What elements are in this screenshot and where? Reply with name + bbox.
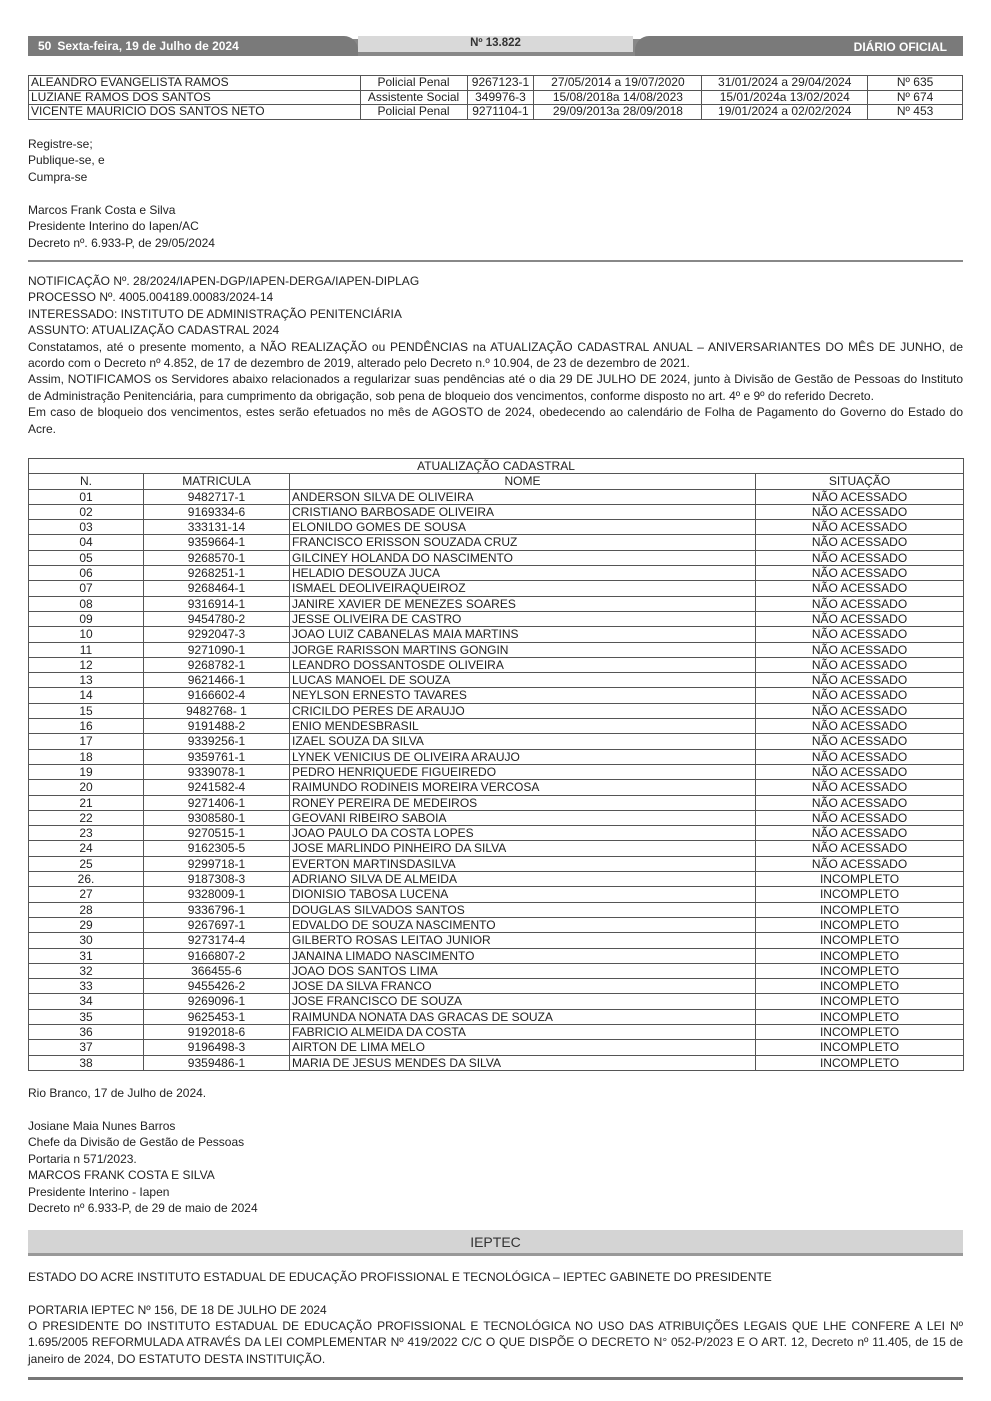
table-row xyxy=(29,856,964,871)
cell-n: 32 xyxy=(29,963,144,978)
cell-situacao: NÃO ACESSADO xyxy=(756,489,964,504)
cell-n: 07 xyxy=(29,581,144,596)
cell-n: 17 xyxy=(29,734,144,749)
cell-matricula: 9328009-1 xyxy=(144,887,290,902)
cell-matricula: 9187308-3 xyxy=(144,872,290,887)
cell-situacao: INCOMPLETO xyxy=(756,887,964,902)
signer-block-2 xyxy=(28,1118,258,1216)
cell-nome: LEANDRO DOSSANTOSDE OLIVEIRA xyxy=(290,657,756,672)
cell-n: 05 xyxy=(29,550,144,565)
col-header-situacao: SITUAÇÃO xyxy=(756,474,964,489)
cell-nome: FABRICIO ALMEIDA DA COSTA xyxy=(290,1024,756,1039)
notif-paragraph: Constatamos, até o presente momento, a NÃO REALIZAÇÃO ou PENDÊNCIAS na ATUALIZAÇÃO CADASTRAL ANUAL – ANIVERSARIANTES DO MÊS DE JUNHO, de acordo com o Decreto nº 4.852, de 17 de dezembro de 2019, alterado pelo Decreto n.º 10.904, de 23 de dezembro de 2021. xyxy=(28,339,963,371)
cell-nome: RAIMUNDO RODINEIS MOREIRA VERCOSA xyxy=(290,780,756,795)
cell-situacao: INCOMPLETO xyxy=(756,1040,964,1055)
table-caption: ATUALIZAÇÃO CADASTRAL xyxy=(29,459,964,474)
cell-matricula: 9621466-1 xyxy=(144,673,290,688)
cell-matricula: 9292047-3 xyxy=(144,627,290,642)
cell-situacao: NÃO ACESSADO xyxy=(756,841,964,856)
cell-name: VICENTE MAURICIO DOS SANTOS NETO xyxy=(29,105,361,120)
cell-nome: JESSE OLIVEIRA DE CASTRO xyxy=(290,611,756,626)
table-row xyxy=(29,1024,964,1039)
cell-situacao: NÃO ACESSADO xyxy=(756,520,964,535)
cell-nome: JOAO LUIZ CABANELAS MAIA MARTINS xyxy=(290,627,756,642)
cell-period2: 15/01/2024a 13/02/2024 xyxy=(702,90,868,105)
cell-matricula: 9625453-1 xyxy=(144,1009,290,1024)
cell-n: 18 xyxy=(29,749,144,764)
signer-role: Presidente Interino - Iapen xyxy=(28,1184,170,1199)
table-row xyxy=(29,887,964,902)
cell-situacao: INCOMPLETO xyxy=(756,1024,964,1039)
cell-matricula: 9268570-1 xyxy=(144,550,290,565)
table-row xyxy=(29,810,964,825)
cell-matricula: 9268782-1 xyxy=(144,657,290,672)
cell-matricula: 9482768- 1 xyxy=(144,703,290,718)
cell-n: 11 xyxy=(29,642,144,657)
cell-matricula: 9192018-6 xyxy=(144,1024,290,1039)
cell-nome: LYNEK VENICIUS DE OLIVEIRA ARAUJO xyxy=(290,749,756,764)
table-row xyxy=(29,550,964,565)
cell-nome: PEDRO HENRIQUEDE FIGUEIREDO xyxy=(290,764,756,779)
closing-line: Publique-se, e xyxy=(28,153,105,168)
cell-n: 20 xyxy=(29,780,144,795)
cell-n: 29 xyxy=(29,917,144,932)
table-row xyxy=(29,657,964,672)
cell-matricula: 9454780-2 xyxy=(144,611,290,626)
table-row xyxy=(29,826,964,841)
cell-n: 35 xyxy=(29,1009,144,1024)
cell-period1: 15/08/2018a 14/08/2023 xyxy=(534,90,702,105)
cell-nome: FRANCISCO ERISSON SOUZADA CRUZ xyxy=(290,535,756,550)
cell-situacao: NÃO ACESSADO xyxy=(756,504,964,519)
cell-nome: JOAO DOS SANTOS LIMA xyxy=(290,963,756,978)
cell-nome: CRISTIANO BARBOSADE OLIVEIRA xyxy=(290,504,756,519)
cell-matricula: 9359486-1 xyxy=(144,1055,290,1070)
table-row xyxy=(29,963,964,978)
cell-matricula: 366455-6 xyxy=(144,963,290,978)
notif-paragraph: Em caso de bloqueio dos vencimentos, estes serão efetuados no mês de AGOSTO de 2024, obedecendo ao calendário de Folha de Pagamento do Governo do Estado do Acre. xyxy=(28,405,963,436)
cell-n: 26. xyxy=(29,872,144,887)
cell-num: Nº 635 xyxy=(868,76,963,91)
table-row xyxy=(29,902,964,917)
cell-nome: GILBERTO ROSAS LEITAO JUNIOR xyxy=(290,933,756,948)
cell-matricula: 9316914-1 xyxy=(144,596,290,611)
table-row xyxy=(29,917,964,932)
table-row xyxy=(29,948,964,963)
cell-nome: NEYLSON ERNESTO TAVARES xyxy=(290,688,756,703)
cell-situacao: NÃO ACESSADO xyxy=(756,856,964,871)
cell-situacao: NÃO ACESSADO xyxy=(756,826,964,841)
cell-role: Policial Penal xyxy=(360,105,467,120)
cell-nome: AIRTON DE LIMA MELO xyxy=(290,1040,756,1055)
table-row xyxy=(29,841,964,856)
cell-n: 37 xyxy=(29,1040,144,1055)
table-row xyxy=(29,1009,964,1024)
table-row xyxy=(29,994,964,1009)
cell-matricula: 9359761-1 xyxy=(144,749,290,764)
cell-situacao: NÃO ACESSADO xyxy=(756,764,964,779)
cell-n: 06 xyxy=(29,566,144,581)
cell-nome: DIONISIO TABOSA LUCENA xyxy=(290,887,756,902)
cell-matricula: 9196498-3 xyxy=(144,1040,290,1055)
table-header-row xyxy=(29,474,964,489)
cell-n: 02 xyxy=(29,504,144,519)
table-row xyxy=(29,581,964,596)
cell-nome: ANDERSON SILVA DE OLIVEIRA xyxy=(290,489,756,504)
cell-mat: 9271104-1 xyxy=(467,105,534,120)
table-row xyxy=(29,933,964,948)
cell-n: 19 xyxy=(29,764,144,779)
page-number: 50 xyxy=(38,39,52,53)
cell-mat: 349976-3 xyxy=(467,90,534,105)
table-row xyxy=(29,734,964,749)
cell-situacao: NÃO ACESSADO xyxy=(756,627,964,642)
cell-matricula: 9299718-1 xyxy=(144,856,290,871)
notif-process: PROCESSO Nº. 4005.004189.00083/2024-14 xyxy=(28,290,274,305)
cell-matricula: 9166807-2 xyxy=(144,948,290,963)
cell-matricula: 9339078-1 xyxy=(144,764,290,779)
cell-matricula: 9482717-1 xyxy=(144,489,290,504)
cell-nome: RONEY PEREIRA DE MEDEIROS xyxy=(290,795,756,810)
table-row xyxy=(29,105,963,120)
table-row xyxy=(29,76,963,91)
cell-situacao: INCOMPLETO xyxy=(756,902,964,917)
cell-matricula: 9308580-1 xyxy=(144,810,290,825)
cell-matricula: 9339256-1 xyxy=(144,734,290,749)
cell-matricula: 333131-14 xyxy=(144,520,290,535)
cell-mat: 9267123-1 xyxy=(467,76,534,91)
cell-nome: EDVALDO DE SOUZA NASCIMENTO xyxy=(290,917,756,932)
cell-n: 25 xyxy=(29,856,144,871)
cell-nome: LUCAS MANOEL DE SOUZA xyxy=(290,673,756,688)
signer-name: Josiane Maia Nunes Barros xyxy=(28,1119,176,1133)
cell-situacao: INCOMPLETO xyxy=(756,872,964,887)
cell-name: ALEANDRO EVANGELISTA RAMOS xyxy=(29,76,361,91)
cell-situacao: NÃO ACESSADO xyxy=(756,688,964,703)
cell-num: Nº 453 xyxy=(868,105,963,120)
cell-n: 23 xyxy=(29,826,144,841)
notif-title: NOTIFICAÇÃO Nº. 28/2024/IAPEN-DGP/IAPEN-DERGA/IAPEN-DIPLAG xyxy=(28,274,420,288)
cell-n: 10 xyxy=(29,627,144,642)
cell-nome: GEOVANI RIBEIRO SABOIA xyxy=(290,810,756,825)
cell-matricula: 9162305-5 xyxy=(144,841,290,856)
cell-n: 12 xyxy=(29,657,144,672)
table-row xyxy=(29,1040,964,1055)
cell-situacao: INCOMPLETO xyxy=(756,994,964,1009)
col-header-n: N. xyxy=(29,474,144,489)
cell-period2: 31/01/2024 a 29/04/2024 xyxy=(702,76,868,91)
place-date: Rio Branco, 17 de Julho de 2024. xyxy=(28,1086,207,1100)
cell-period2: 19/01/2024 a 02/02/2024 xyxy=(702,105,868,120)
cell-nome: GILCINEY HOLANDA DO NASCIMENTO xyxy=(290,550,756,565)
signer-role: Presidente Interino do Iapen/AC xyxy=(28,219,199,234)
header-left xyxy=(28,36,358,56)
cell-situacao: NÃO ACESSADO xyxy=(756,581,964,596)
cell-matricula: 9271090-1 xyxy=(144,642,290,657)
signer-role: Chefe da Divisão de Gestão de Pessoas xyxy=(28,1135,245,1150)
cell-matricula: 9270515-1 xyxy=(144,826,290,841)
cell-matricula: 9271406-1 xyxy=(144,795,290,810)
cell-n: 03 xyxy=(29,520,144,535)
cell-n: 31 xyxy=(29,948,144,963)
cell-n: 27 xyxy=(29,887,144,902)
table-row xyxy=(29,535,964,550)
table-row xyxy=(29,489,964,504)
cell-period1: 27/05/2014 a 19/07/2020 xyxy=(534,76,702,91)
cell-period1: 29/09/2013a 28/09/2018 xyxy=(534,105,702,120)
header-date: Sexta-feira, 19 de Julho de 2024 xyxy=(57,39,239,53)
leave-table xyxy=(28,75,963,120)
cell-n: 36 xyxy=(29,1024,144,1039)
cell-n: 30 xyxy=(29,933,144,948)
table-row xyxy=(29,642,964,657)
cell-situacao: NÃO ACESSADO xyxy=(756,611,964,626)
cell-situacao: INCOMPLETO xyxy=(756,933,964,948)
notif-paragraph: Assim, NOTIFICAMOS os Servidores abaixo relacionados a regularizar suas pendências até o dia 29 DE JULHO DE 2024, junto à Divisão de Gestão de Pessoas do Instituto de Administração Penitenciária, para cumprimento da obrigação, sob pena de bloqueio dos vencimentos, conforme disposto no art. 4º e 9º do referido Decreto. xyxy=(28,372,963,403)
table-row xyxy=(29,703,964,718)
cell-matricula: 9268251-1 xyxy=(144,566,290,581)
notif-subject: ASSUNTO: ATUALIZAÇÃO CADASTRAL 2024 xyxy=(28,323,280,338)
cell-situacao: NÃO ACESSADO xyxy=(756,657,964,672)
cell-situacao: NÃO ACESSADO xyxy=(756,719,964,734)
table-row xyxy=(29,673,964,688)
closing-line: Cumpra-se xyxy=(28,169,88,184)
signer-name: Marcos Frank Costa e Silva xyxy=(28,203,176,217)
cell-matricula: 9267697-1 xyxy=(144,917,290,932)
cell-n: 24 xyxy=(29,841,144,856)
cell-situacao: NÃO ACESSADO xyxy=(756,596,964,611)
cell-matricula: 9273174-4 xyxy=(144,933,290,948)
cell-situacao: NÃO ACESSADO xyxy=(756,703,964,718)
table-row xyxy=(29,627,964,642)
cell-n: 16 xyxy=(29,719,144,734)
cell-situacao: NÃO ACESSADO xyxy=(756,749,964,764)
cell-matricula: 9359664-1 xyxy=(144,535,290,550)
cell-nome: JOAO PAULO DA COSTA LOPES xyxy=(290,826,756,841)
cell-n: 22 xyxy=(29,810,144,825)
ieptec-org: ESTADO DO ACRE INSTITUTO ESTADUAL DE EDUCAÇÃO PROFISSIONAL E TECNOLÓGICA – IEPTEC GABINETE DO PRESIDENTE xyxy=(28,1270,772,1284)
divider xyxy=(28,260,963,262)
cell-n: 13 xyxy=(29,673,144,688)
cell-num: Nº 674 xyxy=(868,90,963,105)
table-row xyxy=(29,611,964,626)
signer-name: MARCOS FRANK COSTA E SILVA xyxy=(28,1168,215,1183)
notif-interested: INTERESSADO: INSTITUTO DE ADMINISTRAÇÃO PENITENCIÁRIA xyxy=(28,306,402,321)
cell-situacao: NÃO ACESSADO xyxy=(756,535,964,550)
cell-situacao: INCOMPLETO xyxy=(756,979,964,994)
cell-nome: HELADIO DESOUZA JUCA xyxy=(290,566,756,581)
cell-nome: JANAINA LIMADO NASCIMENTO xyxy=(290,948,756,963)
cell-n: 14 xyxy=(29,688,144,703)
cell-nome: MARIA DE JESUS MENDES DA SILVA xyxy=(290,1055,756,1070)
table-row xyxy=(29,1055,964,1070)
table-row xyxy=(29,520,964,535)
closing-line: Registre-se; xyxy=(28,137,93,151)
table-row xyxy=(29,749,964,764)
cell-n: 04 xyxy=(29,535,144,550)
bottom-divider xyxy=(28,1377,963,1380)
notification-block xyxy=(28,273,963,437)
cell-situacao: NÃO ACESSADO xyxy=(756,734,964,749)
table-row xyxy=(29,780,964,795)
cell-nome: EVERTON MARTINSDASILVA xyxy=(290,856,756,871)
table-row xyxy=(29,979,964,994)
table-row xyxy=(29,596,964,611)
cell-matricula: 9336796-1 xyxy=(144,902,290,917)
cell-nome: IZAEL SOUZA DA SILVA xyxy=(290,734,756,749)
cell-nome: JOSE DA SILVA FRANCO xyxy=(290,979,756,994)
cell-nome: RAIMUNDA NONATA DAS GRACAS DE SOUZA xyxy=(290,1009,756,1024)
portaria-title: PORTARIA IEPTEC Nº 156, DE 18 DE JULHO DE 2024 xyxy=(28,1303,327,1317)
cell-situacao: INCOMPLETO xyxy=(756,963,964,978)
cell-n: 21 xyxy=(29,795,144,810)
section-header: IEPTEC xyxy=(28,1230,963,1256)
cell-situacao: INCOMPLETO xyxy=(756,917,964,932)
portaria-text: O PRESIDENTE DO INSTITUTO ESTADUAL DE EDUCAÇÃO PROFISSIONAL E TECNOLÓGICA NO USO DAS ATRIBUIÇÕES LEGAIS QUE LHE CONFERE A LEI Nº 1.695/2005 REFORMULADA ATRAVÉS DA LEI COMPLEMENTAR Nº 419/2022 C/C O QUE DISPÕE O DECRETO N° 052-P/2023 E O ART. 12, Decreto nº 11.405, de 15 de janeiro de 2024, DO ESTATUTO DESTA INSTITUIÇÃO. xyxy=(28,1319,963,1366)
col-header-nome: NOME xyxy=(290,474,756,489)
cell-name: LUZIANE RAMOS DOS SANTOS xyxy=(29,90,361,105)
cell-nome: ELONILDO GOMES DE SOUSA xyxy=(290,520,756,535)
cell-n: 08 xyxy=(29,596,144,611)
col-header-matricula: MATRICULA xyxy=(144,474,290,489)
cell-situacao: INCOMPLETO xyxy=(756,948,964,963)
cell-n: 33 xyxy=(29,979,144,994)
table-row xyxy=(29,795,964,810)
cell-nome: JOSE MARLINDO PINHEIRO DA SILVA xyxy=(290,841,756,856)
cell-situacao: INCOMPLETO xyxy=(756,1009,964,1024)
cell-n: 09 xyxy=(29,611,144,626)
cell-n: 38 xyxy=(29,1055,144,1070)
cell-nome: JOSE FRANCISCO DE SOUZA xyxy=(290,994,756,1009)
cell-situacao: NÃO ACESSADO xyxy=(756,780,964,795)
table-row xyxy=(29,872,964,887)
signer-decree: Decreto nº 6.933-P, de 29 de maio de 2024 xyxy=(28,1201,258,1216)
cell-n: 15 xyxy=(29,703,144,718)
cell-nome: ADRIANO SILVA DE ALMEIDA xyxy=(290,872,756,887)
cell-situacao: NÃO ACESSADO xyxy=(756,642,964,657)
cell-matricula: 9169334-6 xyxy=(144,504,290,519)
cell-situacao: NÃO ACESSADO xyxy=(756,795,964,810)
cell-situacao: INCOMPLETO xyxy=(756,1055,964,1070)
table-row xyxy=(29,688,964,703)
cell-situacao: NÃO ACESSADO xyxy=(756,550,964,565)
cell-nome: JANIRE XAVIER DE MENEZES SOARES xyxy=(290,596,756,611)
closing-block xyxy=(28,136,105,185)
table-row xyxy=(29,566,964,581)
cell-n: 28 xyxy=(29,902,144,917)
page-header xyxy=(28,36,963,58)
cell-nome: ISMAEL DEOLIVEIRAQUEIROZ xyxy=(290,581,756,596)
cell-role: Policial Penal xyxy=(360,76,467,91)
cell-matricula: 9166602-4 xyxy=(144,688,290,703)
cell-role: Assistente Social xyxy=(360,90,467,105)
cell-matricula: 9268464-1 xyxy=(144,581,290,596)
cell-nome: JORGE RARISSON MARTINS GONGIN xyxy=(290,642,756,657)
cell-matricula: 9241582-4 xyxy=(144,780,290,795)
table-row xyxy=(29,90,963,105)
signer-block-1 xyxy=(28,202,215,251)
cell-nome: DOUGLAS SILVADOS SANTOS xyxy=(290,902,756,917)
cell-matricula: 9191488-2 xyxy=(144,719,290,734)
journal-name: DIÁRIO OFICIAL xyxy=(635,36,963,56)
signer-decree: Decreto nº. 6.933-P, de 29/05/2024 xyxy=(28,235,215,250)
table-row xyxy=(29,719,964,734)
table-row xyxy=(29,764,964,779)
table-caption-row xyxy=(29,459,964,474)
cell-nome: CRICILDO PERES DE ARAUJO xyxy=(290,703,756,718)
cell-situacao: NÃO ACESSADO xyxy=(756,566,964,581)
cell-situacao: NÃO ACESSADO xyxy=(756,810,964,825)
table-row xyxy=(29,504,964,519)
edition-number: Nº 13.822 xyxy=(358,36,633,52)
cell-n: 34 xyxy=(29,994,144,1009)
signer-portaria: Portaria n 571/2023. xyxy=(28,1151,137,1166)
cell-matricula: 9269096-1 xyxy=(144,994,290,1009)
cell-situacao: NÃO ACESSADO xyxy=(756,673,964,688)
cadastral-table xyxy=(28,458,964,1071)
cell-matricula: 9455426-2 xyxy=(144,979,290,994)
cell-nome: ENIO MENDESBRASIL xyxy=(290,719,756,734)
cell-n: 01 xyxy=(29,489,144,504)
